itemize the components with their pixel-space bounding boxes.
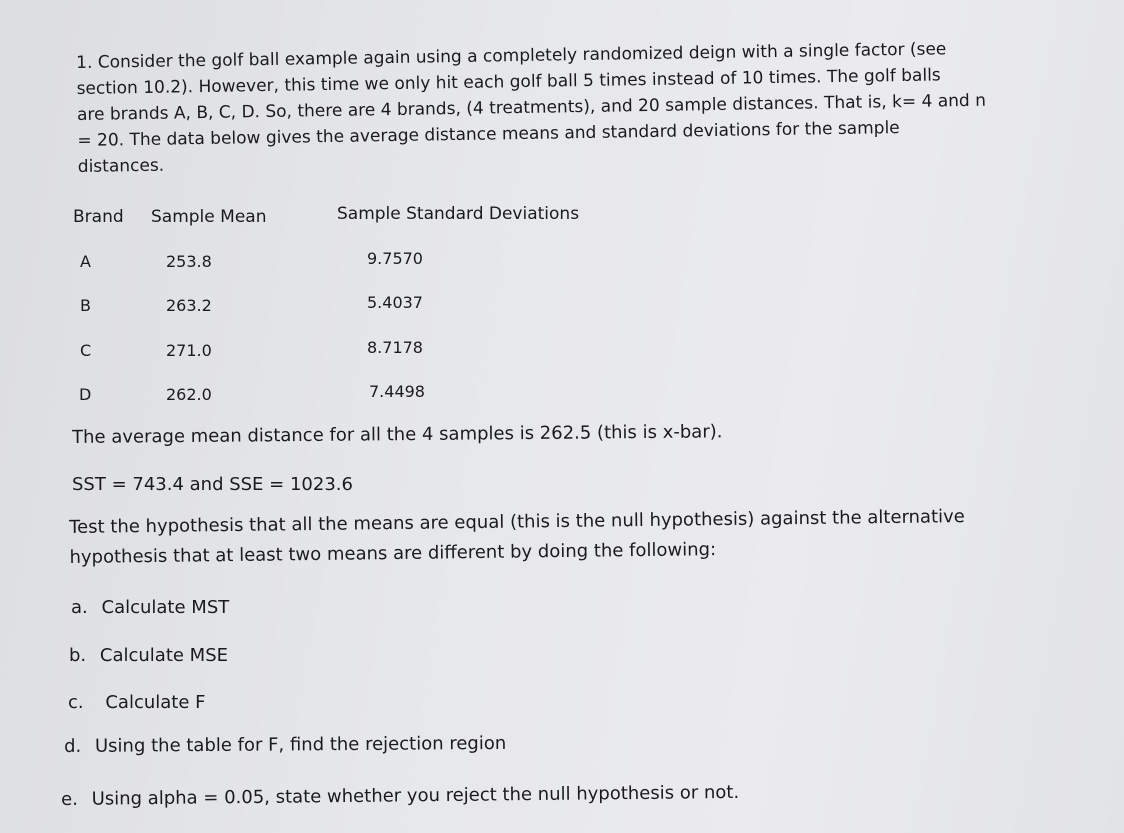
xbar-statement: The average mean distance for all the 4 samples is 262.5 (this is x-bar). [72,421,723,448]
intro-line-1: 1. Consider the golf ball example again using a completely randomized deign with a single factor (see [76,39,947,73]
table-row-mean: 253.8 [166,252,212,271]
test-line-2: hypothesis that at least two means are different by doing the following: [69,539,717,568]
task-text: Calculate F [105,692,206,713]
intro-line-4: = 20. The data below gives the average distance means and standard deviations for the sample [77,118,900,151]
problem-intro [76,36,987,180]
task-letter: d. [64,735,82,757]
task-letter: a. [71,597,88,618]
table-row-sd: 9.7570 [367,249,423,268]
table-row-brand: B [80,296,91,315]
intro-line-5: distances. [77,155,165,177]
list-item [69,645,228,666]
hypothesis-instructions [69,502,965,573]
list-item [64,733,506,757]
table-row-brand: C [80,341,92,360]
header-sample-mean: Sample Mean [151,207,267,227]
table-row-brand: D [79,385,92,404]
task-text: Using the table for F, find the rejection region [94,732,507,757]
header-sample-sd: Sample Standard Deviations [337,204,580,224]
test-line-1: Test the hypothesis that all the means are equal (this is the null hypothesis) against the alternative [69,506,965,538]
table-row-sd: 7.4498 [369,382,425,401]
table-row-mean: 263.2 [166,296,212,315]
list-item [68,692,206,713]
sst-sse-statement: SST = 743.4 and SSE = 1023.6 [72,474,353,495]
table-row-mean: 262.0 [166,385,212,404]
task-text: Calculate MSE [99,645,229,666]
list-item [71,597,229,618]
task-letter: c. [68,692,84,713]
task-letter: e. [61,788,79,810]
table-row-brand: A [80,252,91,271]
table-row-sd: 8.7178 [367,338,423,357]
header-brand: Brand [73,207,124,227]
task-text: Using alpha = 0.05, state whether you reject the null hypothesis or not. [91,781,740,810]
task-letter: b. [69,645,87,666]
list-item [61,782,739,810]
table-row-mean: 271.0 [166,341,212,360]
table-row-sd: 5.4037 [367,293,423,312]
task-text: Calculate MST [101,597,230,618]
intro-line-3: are brands A, B, C, D. So, there are 4 brands, (4 treatments), and 20 sample distances. That is, k= 4 and n [76,90,987,125]
intro-line-2: section 10.2). However, this time we only hit each golf ball 5 times instead of 10 times. The golf balls [76,65,941,99]
